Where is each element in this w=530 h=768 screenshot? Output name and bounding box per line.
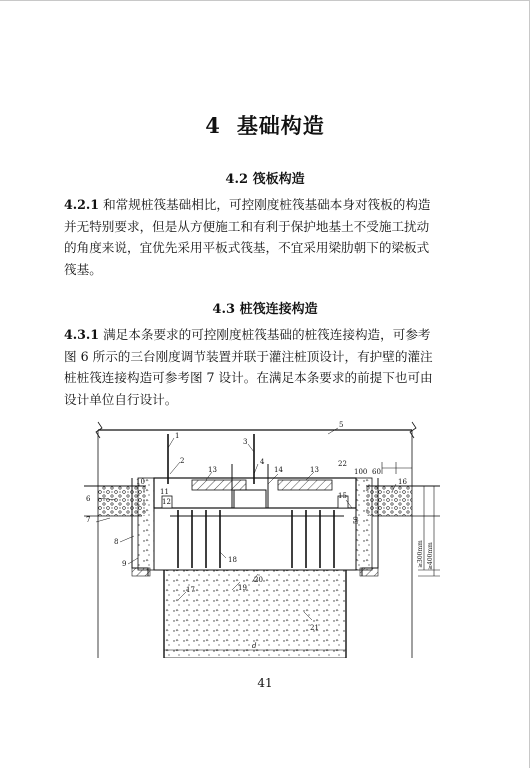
paragraph-line: 筏基。 xyxy=(64,261,102,277)
page-number: 41 xyxy=(257,676,273,690)
callout-17: 17 xyxy=(186,586,195,594)
callout-22: 22 xyxy=(338,460,347,468)
dim-d: d xyxy=(252,642,257,650)
callout-8: 8 xyxy=(114,538,119,546)
stiffness-adjustment-devices xyxy=(154,464,356,508)
clause-number: 4.2.1 xyxy=(64,197,100,212)
dim-60: 60 xyxy=(372,468,381,476)
callout-19: 19 xyxy=(238,584,247,592)
callout-11: 11 xyxy=(160,488,169,496)
chapter-number: 4 xyxy=(205,113,221,138)
callout-10: 10 xyxy=(136,478,145,486)
paragraph-line: 并无特别要求，但是从方便施工和有利于保护地基土不受施工扰动 xyxy=(64,218,430,234)
page-frame-top xyxy=(0,0,530,1)
callout-12: 12 xyxy=(162,498,171,506)
paragraph-4-2-1 xyxy=(64,194,468,280)
chapter-title-text: 基础构造 xyxy=(236,113,325,138)
callout-13b: 13 xyxy=(310,466,319,474)
section-title-4-2: 4.2 筏板构造 xyxy=(225,172,305,187)
callout-13a: 13 xyxy=(208,466,217,474)
callout-3: 3 xyxy=(243,438,248,446)
dim-300mm: ≥300mm xyxy=(417,540,424,568)
callout-21: 21 xyxy=(310,624,319,632)
paragraph-line: 的角度来说，宜优先采用平板式筏基，不宜采用梁肋朝下的梁板式 xyxy=(64,240,430,255)
callout-1: 1 xyxy=(175,432,180,440)
callout-5: 5 xyxy=(339,421,344,429)
callout-14: 14 xyxy=(274,466,283,474)
section-title-4-3: 4.3 桩筏连接构造 xyxy=(212,302,318,317)
paragraph-line: 4.3.1 满足本条要求的可控刚度桩筏基础的桩筏连接构造，可参考 xyxy=(64,327,431,342)
callout-2: 2 xyxy=(180,457,185,465)
dim-50: 50 xyxy=(353,516,360,524)
paragraph-4-3-1 xyxy=(64,324,468,410)
paragraph-line: 图 6 所示的三台刚度调节装置并联于灌注桩顶设计，有护壁的灌注 xyxy=(64,348,433,364)
callout-18: 18 xyxy=(228,556,237,564)
dim-100: 100 xyxy=(354,468,368,476)
paragraph-line: 桩桩筏连接构造可参考图 7 设计。在满足本条要求的前提下也可由 xyxy=(64,370,433,385)
chapter-title xyxy=(0,110,530,140)
dim-400mm: ≥400mm xyxy=(427,542,434,570)
paragraph-line: 4.2.1 和常规桩筏基础相比，可控刚度桩筏基础本身对筏板的构造 xyxy=(64,197,431,212)
callout-7: 7 xyxy=(86,516,91,524)
callout-16: 16 xyxy=(398,478,407,486)
pile-raft-connection-drawing xyxy=(82,418,442,658)
callout-9: 9 xyxy=(122,560,127,568)
clause-number: 4.3.1 xyxy=(64,327,100,342)
callout-6: 6 xyxy=(86,495,91,503)
paragraph-line: 设计单位自行设计。 xyxy=(64,391,178,407)
callout-15: 15 xyxy=(338,492,347,500)
callout-20: 20 xyxy=(254,576,263,584)
callout-4: 4 xyxy=(260,458,265,466)
